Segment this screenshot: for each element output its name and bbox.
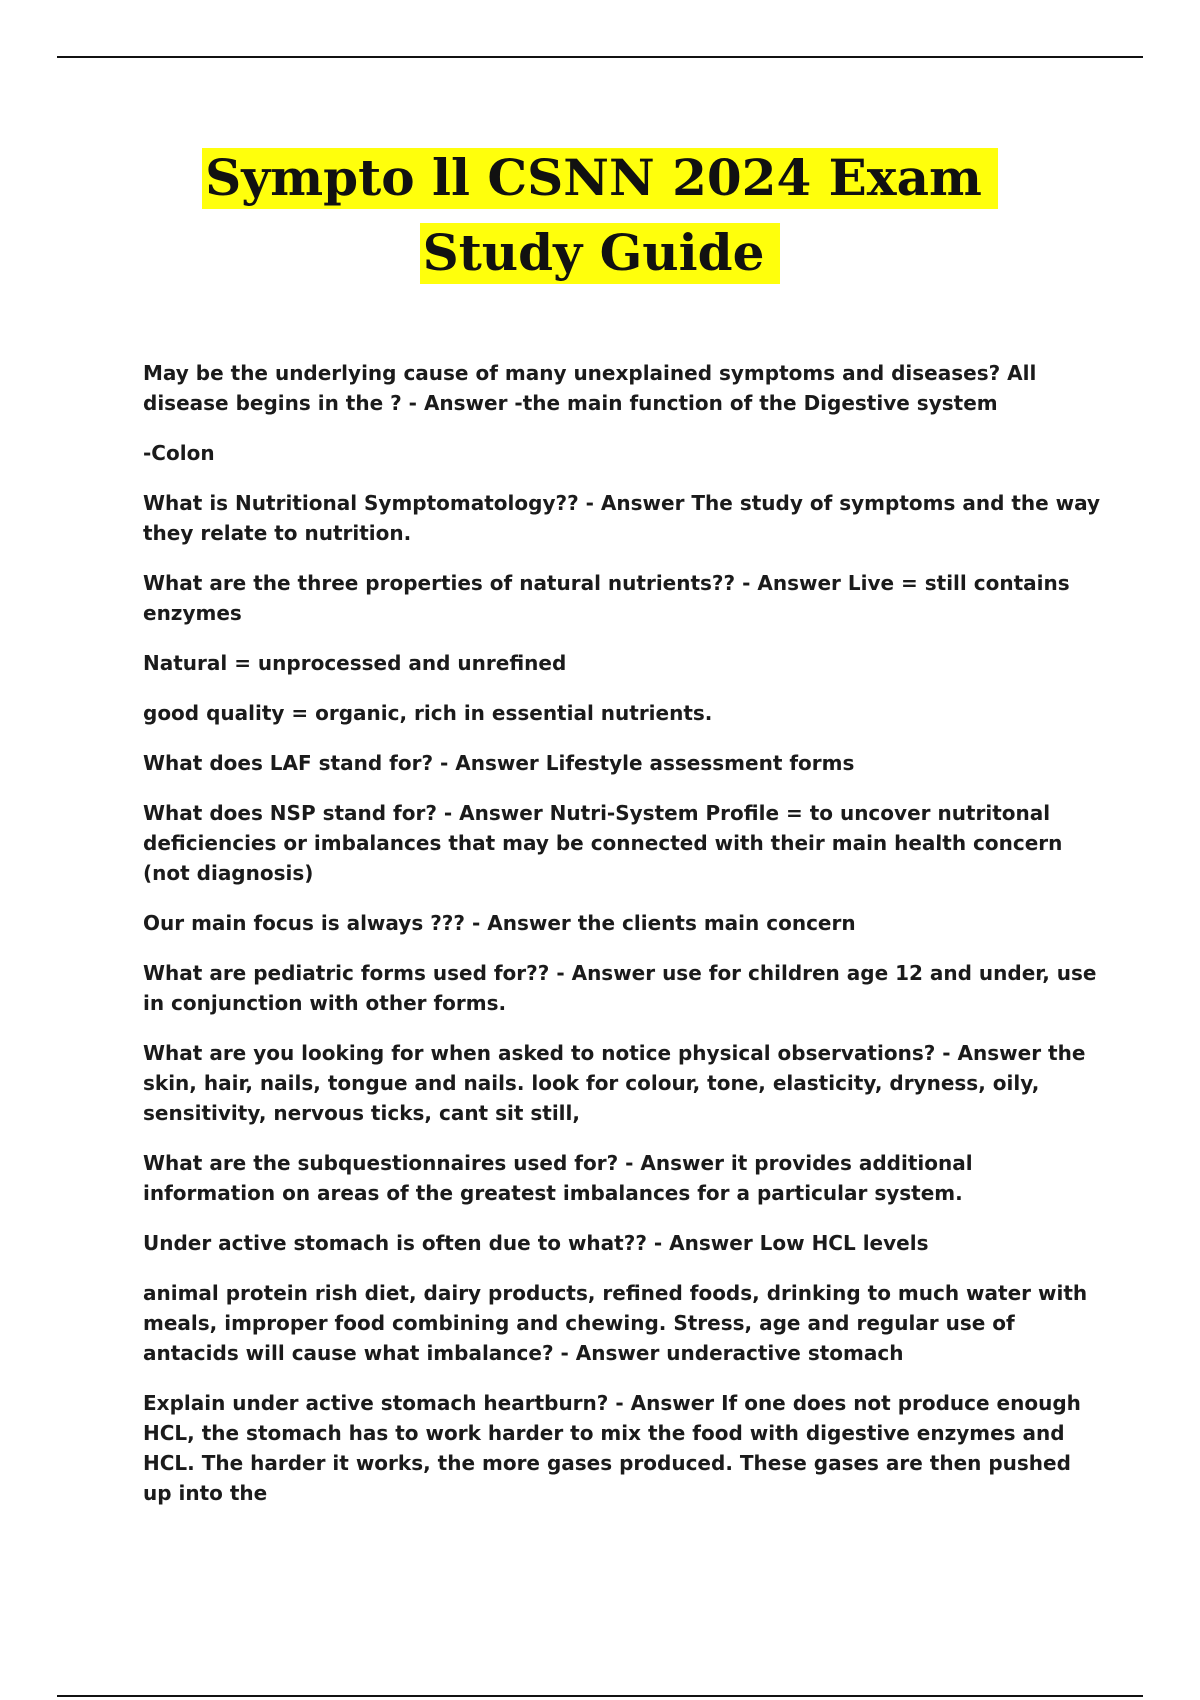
paragraph: What does NSP stand for? - Answer Nutri-System Profile = to uncover nutritonal deficiencies or imbalances that may be connected with their main health concern (not diagnosis) <box>143 801 1063 885</box>
paragraph: What are the subquestionnaires used for? - Answer it provides additional information on areas of the greatest imbalances for a particular system. <box>143 1151 973 1205</box>
document-title <box>0 140 1200 290</box>
paragraph: What are pediatric forms used for?? - Answer use for children age 12 and under, use in conjunction with other forms. <box>143 961 1097 1015</box>
paragraph: Natural = unprocessed and unrefined <box>143 651 567 675</box>
top-rule <box>57 56 1143 58</box>
paragraph: Explain under active stomach heartburn? - Answer If one does not produce enough HCL, the stomach has to work harder to mix the food with digestive enzymes and HCL. The harder it works, the more gases produced. These gases are then pushed up into the <box>143 1391 1081 1505</box>
title-line-1: Sympto ll CSNN 2024 Exam <box>0 140 1200 215</box>
paragraph: animal protein rish diet, dairy products, refined foods, drinking to much water with meals, improper food combining and chewing. Stress, age and regular use of antacids will cause what imbalance? - Answer underactive stomach <box>143 1281 1088 1365</box>
paragraph: Our main focus is always ??? - Answer the clients main concern <box>143 911 856 935</box>
paragraph: good quality = organic, rich in essential nutrients. <box>143 701 713 725</box>
bottom-rule <box>57 1695 1143 1697</box>
paragraph: What does LAF stand for? - Answer Lifestyle assessment forms <box>143 751 855 775</box>
title-line-2: Study Guide <box>0 215 1200 290</box>
document-body <box>143 358 1103 1528</box>
paragraph: What is Nutritional Symptomatology?? - Answer The study of symptoms and the way they relate to nutrition. <box>143 491 1101 545</box>
paragraph: Under active stomach is often due to what?? - Answer Low HCL levels <box>143 1231 929 1255</box>
paragraph: What are you looking for when asked to notice physical observations? - Answer the skin, hair, nails, tongue and nails. look for colour, tone, elasticity, dryness, oily, sensitivity, nervous ticks, cant sit still, <box>143 1041 1086 1125</box>
paragraph: May be the underlying cause of many unexplained symptoms and diseases? All disease begins in the ? - Answer -the main function of the Digestive system <box>143 361 1037 415</box>
paragraph: What are the three properties of natural nutrients?? - Answer Live = still contains enzymes <box>143 571 1070 625</box>
paragraph: -Colon <box>143 441 215 465</box>
